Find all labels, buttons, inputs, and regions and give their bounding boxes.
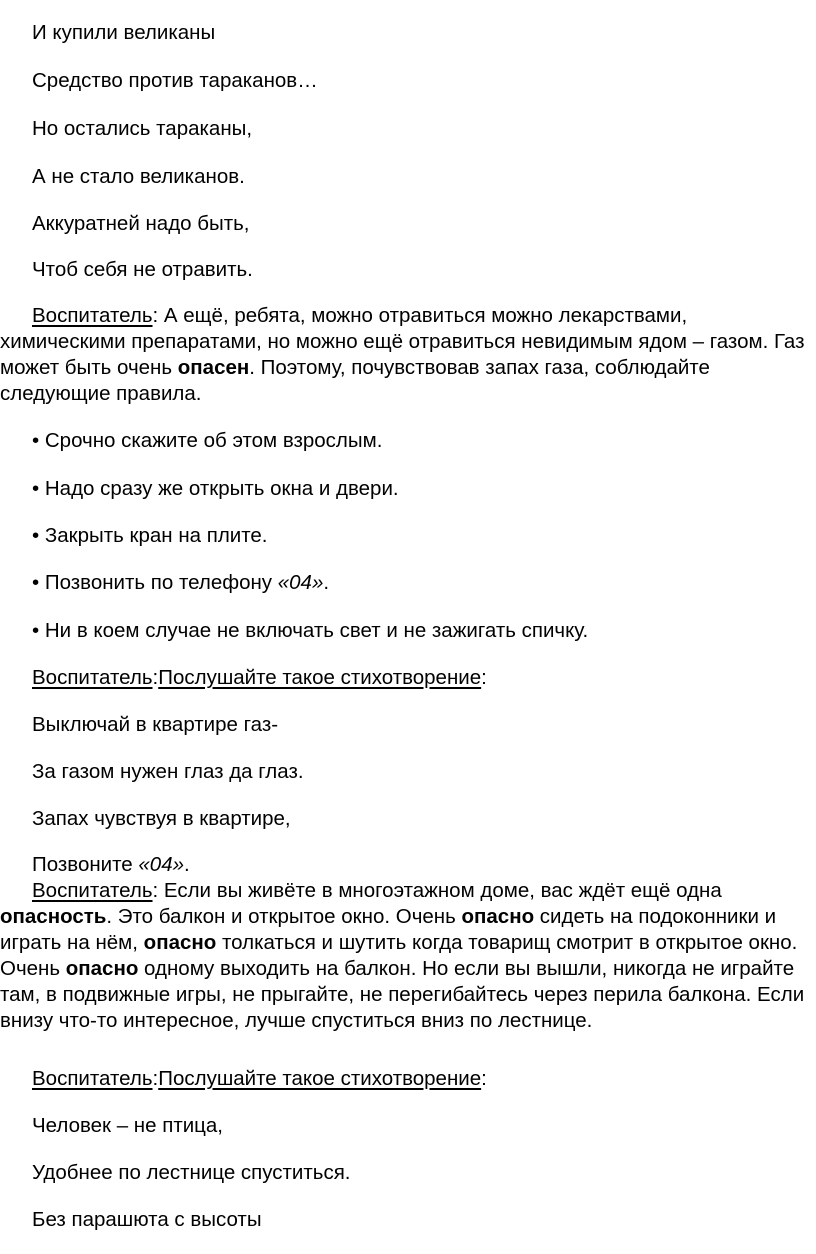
poem-line: Запах чувствуя в квартире, [32, 807, 291, 830]
paragraph-text: . Поэтому, почувствовав запах газа, соблюдайте следующие правила. [0, 356, 710, 405]
rule-text: • Позвонить по телефону [32, 571, 278, 594]
rule-item: • Срочно скажите об этом взрослым. [32, 429, 383, 452]
rule-item: • Надо сразу же открыть окна и двери. [32, 477, 399, 500]
poem-line: Чтоб себя не отравить. [32, 258, 253, 281]
rule-item: • Закрыть кран на плите. [32, 524, 268, 547]
poem-line: И купили великаны [32, 21, 216, 44]
speaker-label: Воспитатель [32, 304, 153, 327]
poem-line: А не стало великанов. [32, 165, 245, 188]
rule-end: . [323, 571, 330, 594]
paragraph-text: : Если вы живёте в многоэтажном доме, вас ждёт ещё одна [152, 879, 722, 902]
colon: : [152, 666, 159, 689]
paragraph-text: : А ещё, ребята, можно отравиться можно лекарствами, химическими препаратами, но можно ещё отравиться невидимым ядом – газом. Газ может быть очень [0, 304, 805, 379]
poem-line: Аккуратней надо быть, [32, 212, 250, 235]
emphasis: опасно [65, 957, 139, 980]
emphasis: опасность [0, 905, 107, 928]
colon: : [152, 1067, 159, 1090]
paragraph-text: одному выходить на балкон. Но если вы вышли, никогда не играйте там, в подвижные игры, не прыгайте, не перегибайтесь через перила балкона. Если внизу что-то интересное, лучше спуститься вниз по лестнице. [0, 957, 805, 1032]
paragraph-text: . Это балкон и открытое окно. Очень [106, 905, 462, 928]
rule-item: • Ни в коем случае не включать свет и не зажигать спичку. [32, 619, 589, 642]
speaker-label: Воспитатель [32, 1067, 153, 1090]
phone-number: «04» [138, 853, 185, 876]
balcony-safety-paragraph [0, 878, 812, 1034]
poem-text: Позвоните [32, 853, 139, 876]
poem-line: Удобнее по лестнице спуститься. [32, 1161, 351, 1184]
paragraph-text: толкаться и шутить когда товарищ смотрит в открытое окно. Очень [0, 931, 798, 980]
poem-line: Но остались тараканы, [32, 117, 253, 140]
poem-line: Выключай в квартире газ- [32, 713, 279, 736]
colon: : [481, 1067, 487, 1090]
phone-number: «04» [277, 571, 324, 594]
colon: : [481, 666, 487, 689]
listen-phrase: Послушайте такое стихотворение [158, 1067, 482, 1090]
gas-safety-paragraph [0, 303, 812, 407]
emphasis: опасно [461, 905, 535, 928]
emphasis: опасен [177, 356, 250, 379]
speaker-line [32, 1066, 487, 1092]
poem-line: Человек – не птица, [32, 1114, 223, 1137]
listen-phrase: Послушайте такое стихотворение [158, 666, 482, 689]
emphasis: опасно [143, 931, 217, 954]
poem-line: Средство против тараканов… [32, 69, 318, 92]
poem-end: . [184, 853, 190, 876]
speaker-line [32, 665, 487, 691]
rule-item [32, 570, 329, 596]
speaker-label: Воспитатель [32, 666, 153, 689]
poem-line: Без парашюта с высоты [32, 1208, 262, 1231]
speaker-label: Воспитатель [32, 879, 153, 902]
poem-line: За газом нужен глаз да глаз. [32, 760, 304, 783]
poem-line [32, 852, 190, 878]
paragraph-text: сидеть на подоконники и играть на нём, [0, 905, 777, 954]
